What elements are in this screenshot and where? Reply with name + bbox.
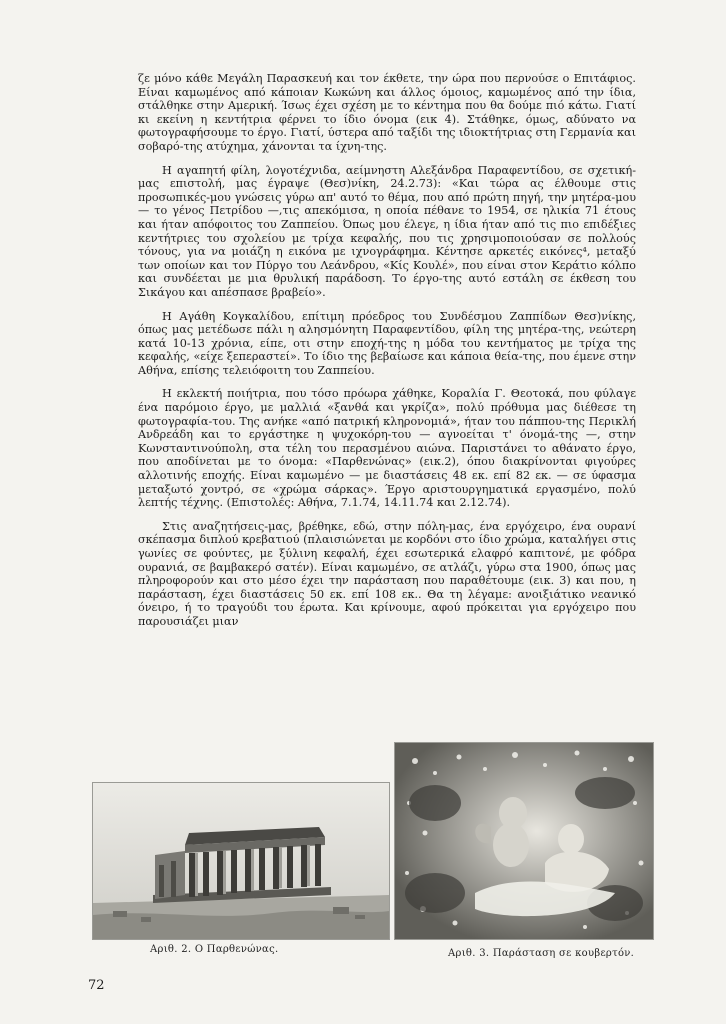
paragraph-5: Στις αναζητήσεις-μας, βρέθηκε, εδώ, στην πόλη-μας, ένα εργόχειρο, ένα ουρανί σκέπασμα διπλού κρεβατιού (πλαισιώνεται με κορδόνι στο ίδιο χρώμα, καταλήγει στις γωνίες σε φούντες, με ξύλινη κεφαλή, έχει εσωτερικά ελαφρό καπιτονέ, με φόδρα ουρανιά, σε βαμβακερό σατέν). Είναι καμωμένο, σε ατλάζι, γύρω στα 1900, όπως μας πληροφορούν και στο μέσο έχει την παράσταση που παραθέτουμε (εικ. 3) και που, η παράσταση, έχει διαστάσεις 50 εκ. επί 108 εκ.. Θα τη λέγαμε: ανοιξιάτικο νεανικό όνειρο, ή το τραγούδι του έρωτα. Και κρίνουμε, αφού πρόκειται για εργόχειρο που παρουσιάζει μιαν (138, 519, 636, 628)
page-number: 72 (88, 978, 105, 993)
paragraph-1: ζε μόνο κάθε Μεγάλη Παρασκευή και τον έκθετε, την ώρα που περνούσε ο Επιτάφιος. Είναι καμωμένος από κάποιαν Κωκώνη και άλλος όμοιος, καμωμένος από την ίδια, στάλθηκε στην Αμερική. Ίσως έχει σχέση με το κέντημα που θα δούμε πιό κάτω. Γιατί κι εκείνη η κεντήτρια φέρνει το ίδιο όνομα (εικ 4). Στάθηκε, όμως, αδύνατο να φωτογραφήσουμε το έργο. Γιατί, ύστερα από ταξίδι της ιδιοκτήτριας στη Γερμανία και σοβαρό-της ατύχημα, χάνονται τα ίχνη-της. (138, 72, 636, 153)
embroidery-illustration (395, 743, 653, 939)
paragraph-4: Η εκλεκτή ποιήτρια, που τόσο πρόωρα χάθηκε, Κοραλία Γ. Θεοτοκά, που φύλαγε ένα παρόμοιο έργο, με μαλλιά «ξανθά και γκρίζα», πολύ πρόθυμα μας διέθεσε τη φωτογραφία-του. Της ανήκε «από πατρική κληρονομιά», ήταν του πάππου-της Περικλή Ανδρεάδη και το εργάστηκε η ψυχοκόρη-του — αγνοείται τ' όνομά-της —, στην Κωνσταντινούπολη, στα τέλη του περασμένου αιώνα. Παριστάνει το αθάνατο έργο, που αποδίνεται με το όνομα: «Παρθενώνας» (εικ.2), όπου διακρίνονται φιγούρες αλλοτινής εποχής. Είναι καμωμένο — με διαστάσεις 48 εκ. επί 82 εκ. — σε ύφασμα μεταξωτό χοντρό, σε «χρώμα σάρκας». Έργο αριστουργηματικά εργασμένο, πολύ λεπτής τέχνης. (Επιστολές: Αθήνα, 7.1.74, 14.11.74 και 2.12.74). (138, 387, 636, 510)
figure-2-caption: Αριθ. 2. Ο Παρθενώνας. (150, 944, 279, 955)
parthenon-illustration (93, 783, 389, 939)
figure-embroidery-scene (394, 742, 654, 940)
figure-3-caption: Αριθ. 3. Παράσταση σε κουβερτόν. (448, 948, 635, 959)
paragraph-3: Η Αγάθη Κογκαλίδου, επίτιμη πρόεδρος του Συνδέσμου Ζαππίδων Θεσ)νίκης, όπως μας μετέδωσε πάλι η αλησμόνητη Παραφεντίδου, φίλη της μητέρα-της, νεώτερη κατά 10-13 χρόνια, είπε, οτι στην εποχή-της η μόδα του κεντήματος με τρίχα της κεφαλής, «είχε ξεπεραστεί». Το ίδιο της βεβαίωσε και κάποια θεία-της, που έμενε στην Αθήνα, επίσης τελειόφοιτη του Ζαππείου. (138, 309, 636, 377)
paragraph-2: Η αγαπητή φίλη, λογοτέχνιδα, αείμνηστη Αλεξάνδρα Παραφεντίδου, σε σχετική-μας επιστολή, μας έγραψε (Θεσ)νίκη, 24.2.73): «Και τώρα ας έλθουμε στις προσωπικές-μου γνώσεις γύρω απ' αυτό το θέμα, που από πρώτη πηγή, την μητέρα-μου — το γένος Πετρίδου —,τις απεκόμισα, η οποία πέθανε το 1954, σε ηλικία 71 έτους και ήταν απόφοιτος του Ζαππείου. Όπως μου έλεγε, η ίδια ήταν από τις πιο επιδέξιες κεντήτριες του σχολείου με τρίχα κεφαλής, που τις χρησιμοποιούσαν σε πολλούς τόνους, για να μοιάζη η εικόνα με ιχνογράφημα. Κέντησε αρκετές εικόνες⁴, μεταξύ των οποίων και τον Πύργο του Λεάνδρου, «Κίς Κουλέ», που είναι στον Κεράτιο κόλπο και συνδέεται με μια θρυλική παράδοση. Το έργο-της αυτό εστάλη σε έκθεση του Σικάγου και απέσπασε βραβείο». (138, 163, 636, 299)
figure-parthenon (92, 782, 390, 940)
main-text-column (138, 72, 636, 639)
